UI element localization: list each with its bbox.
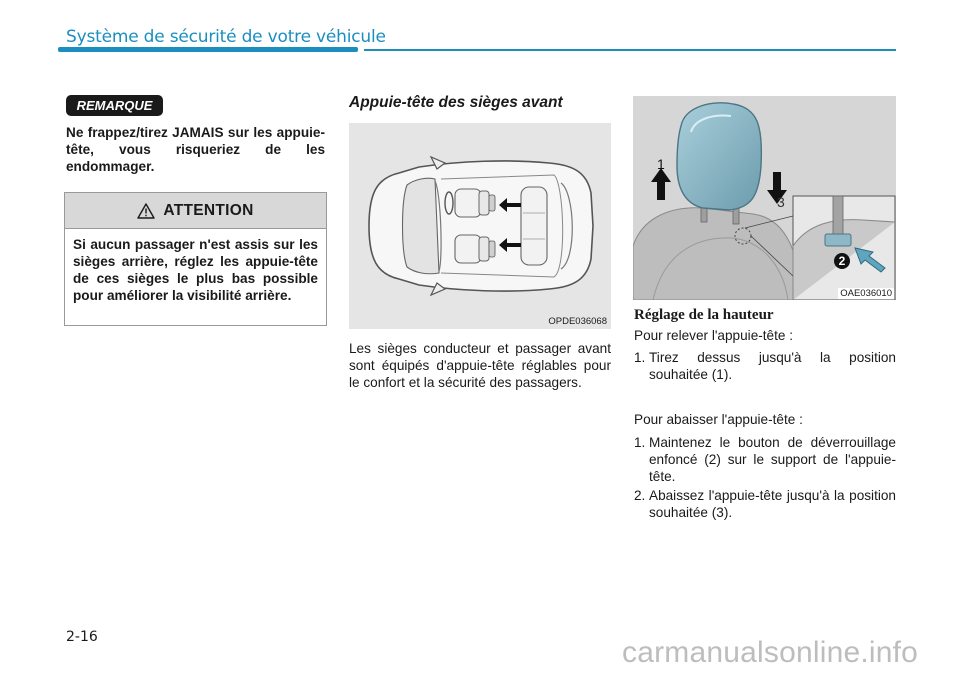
attention-header <box>65 193 326 229</box>
list-item <box>634 434 896 485</box>
lower-intro: Pour abaisser l'appuie-tête : <box>634 412 803 427</box>
list-item-number: 1. <box>634 435 646 450</box>
front-headrests-text: Les sièges conducteur et passager avant sont équipés d'appuie-tête réglables pour le confort et la sécurité des passagers. <box>349 341 611 390</box>
list-item <box>634 487 896 521</box>
remarque-badge: REMARQUE <box>66 95 163 116</box>
figure-code: OPDE036068 <box>548 316 607 327</box>
figure-code: OAE036010 <box>840 288 892 299</box>
list-item-text: Abaissez l'appuie-tête jusqu'à la position souhaitée (3). <box>649 488 896 520</box>
header-rule <box>58 47 358 52</box>
headrest-adjustment-figure <box>633 96 896 300</box>
warning-triangle-icon <box>137 203 155 219</box>
attention-title: ATTENTION <box>163 201 254 219</box>
figure-label-3: 3 <box>777 194 785 210</box>
list-item <box>634 349 896 383</box>
watermark: carmanualsonline.info <box>622 636 919 669</box>
section-header-title: Système de sécurité de votre véhicule <box>66 27 386 47</box>
list-item-number: 2. <box>634 488 646 503</box>
page-number: 2-16 <box>66 629 98 645</box>
car-top-view-figure <box>349 123 611 329</box>
raise-intro: Pour relever l'appuie-tête : <box>634 328 794 343</box>
header-rule-thin <box>364 49 896 51</box>
figure-label-1: 1 <box>657 156 665 172</box>
list-item-number: 1. <box>634 350 646 365</box>
list-item-text: Tirez dessus jusqu'à la position souhaitée (1). <box>649 350 896 382</box>
figure-label-2: 2 <box>834 253 850 269</box>
remarque-text: Ne frappez/tirez JAMAIS sur les appuie-tête, vous risqueriez de les endommager. <box>66 125 325 174</box>
headrest-illustration <box>633 96 896 300</box>
car-illustration <box>349 123 611 329</box>
attention-box <box>64 192 327 326</box>
section-title: Appuie-tête des sièges avant <box>349 94 563 111</box>
subsection-title: Réglage de la hauteur <box>634 307 774 323</box>
list-item-text: Maintenez le bouton de déverrouillage enfoncé (2) sur le support de l'appuie-tête. <box>649 435 896 484</box>
attention-text: Si aucun passager n'est assis sur les sièges arrière, réglez les appuie-tête de ces sièges le plus bas possible pour améliorer la visibilité arrière. <box>73 237 318 303</box>
